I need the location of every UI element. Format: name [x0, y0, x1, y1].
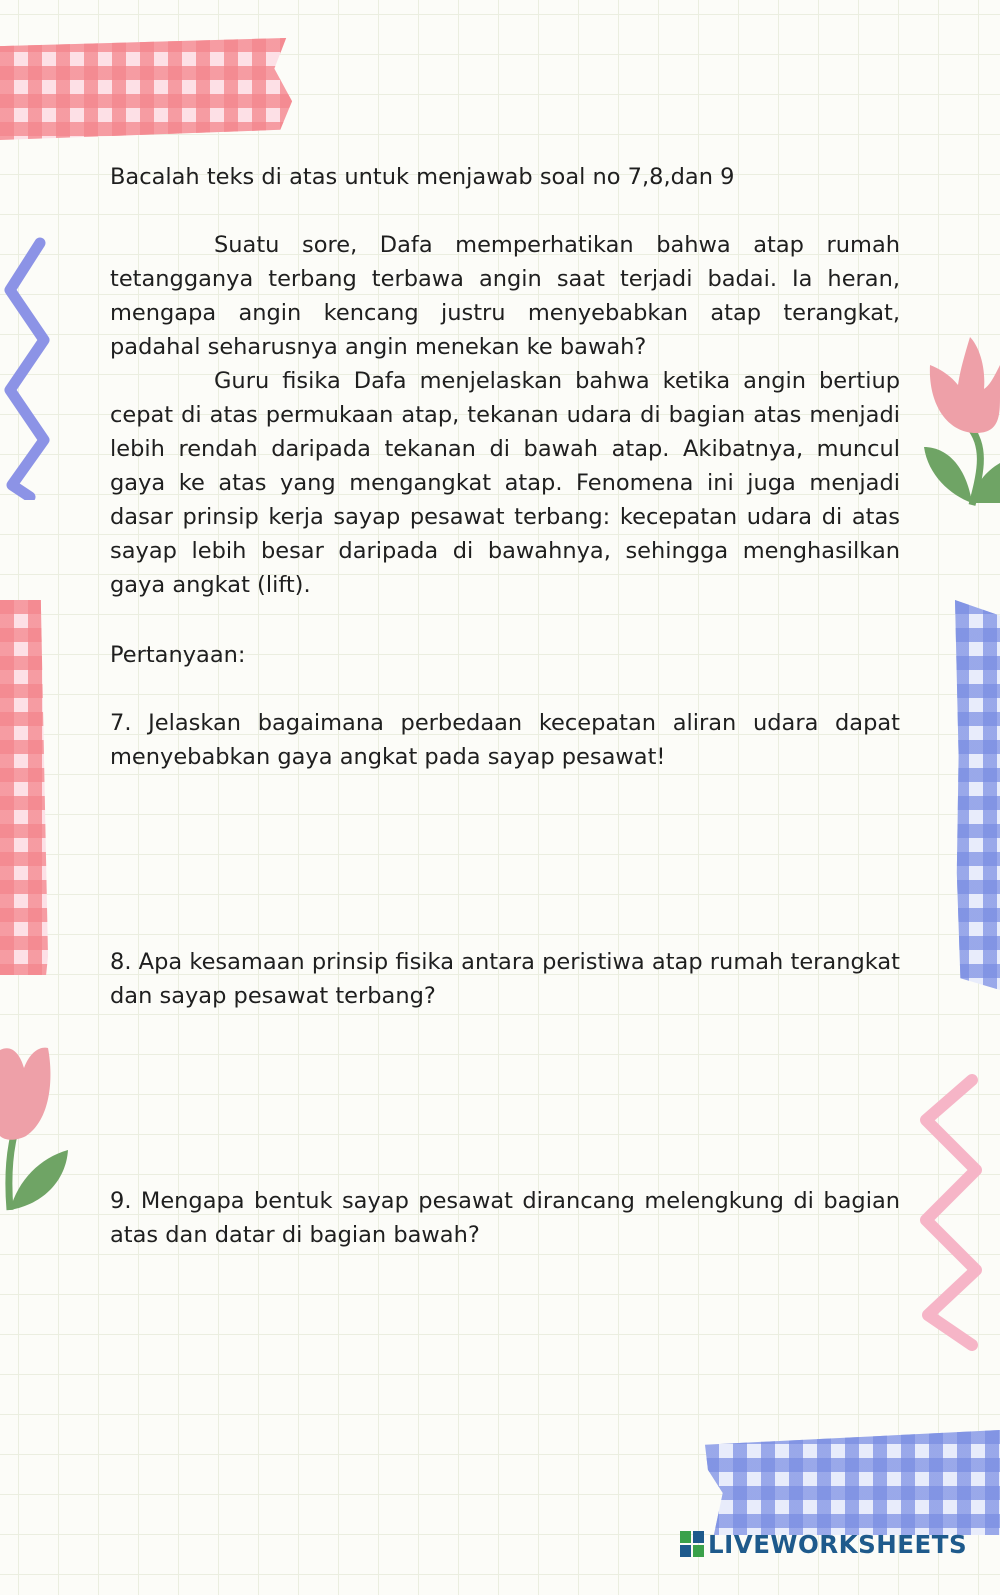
liveworksheets-logo-icon	[680, 1531, 704, 1557]
passage-paragraph-1: Suatu sore, Dafa memperhatikan bahwa atap rumah tetangganya terbang terbawa angin saat terjadi badai. Ia heran, mengapa angin kencang justru menyebabkan atap terangkat, padahal seharusnya angin menekan ke bawah?	[110, 232, 900, 360]
pink-gingham-tape-top	[0, 38, 295, 140]
blue-zigzag-icon	[0, 235, 60, 500]
passage-paragraph-2: Guru fisika Dafa menjelaskan bahwa ketika angin bertiup cepat di atas permukaan atap, tekanan udara di bagian atas menjadi lebih rendah daripada tekanan di bawah atap. Akibatnya, muncul gaya ke atas yang mengangkat atap. Fenomena ini juga menjadi dasar prinsip kerja sayap pesawat terbang: kecepatan udara di atas sayap lebih besar daripada di bawahnya, sehingga menghasilkan gaya angkat (lift).	[110, 368, 900, 598]
question-9-text: 9. Mengapa bentuk sayap pesawat dirancang melengkung di bagian atas dan datar di bagian bawah?	[110, 1188, 900, 1248]
questions-heading: Pertanyaan:	[110, 642, 246, 668]
reading-passage	[110, 228, 900, 602]
question-7	[110, 706, 900, 774]
blue-gingham-tape-right	[955, 600, 1000, 990]
question-7-text: 7. Jelaskan bagaimana perbedaan kecepatan aliran udara dapat menyebabkan gaya angkat pada sayap pesawat!	[110, 710, 900, 770]
question-9	[110, 1184, 900, 1252]
pink-zigzag-icon	[912, 1070, 992, 1355]
tulip-flower-icon	[920, 335, 1000, 510]
tulip-flower-icon	[0, 1040, 75, 1215]
questions-heading-block	[110, 638, 900, 672]
blue-gingham-tape-bottom	[705, 1430, 1000, 1535]
pink-gingham-tape-left	[0, 600, 48, 975]
liveworksheets-brand	[680, 1526, 980, 1562]
instruction-block	[110, 160, 900, 194]
question-8	[110, 945, 900, 1013]
question-8-text: 8. Apa kesamaan prinsip fisika antara peristiwa atap rumah terangkat dan sayap pesawat terbang?	[110, 949, 900, 1009]
liveworksheets-wordmark: LIVEWORKSHEETS	[708, 1529, 968, 1559]
instruction-text: Bacalah teks di atas untuk menjawab soal no 7,8,dan 9	[110, 164, 735, 190]
